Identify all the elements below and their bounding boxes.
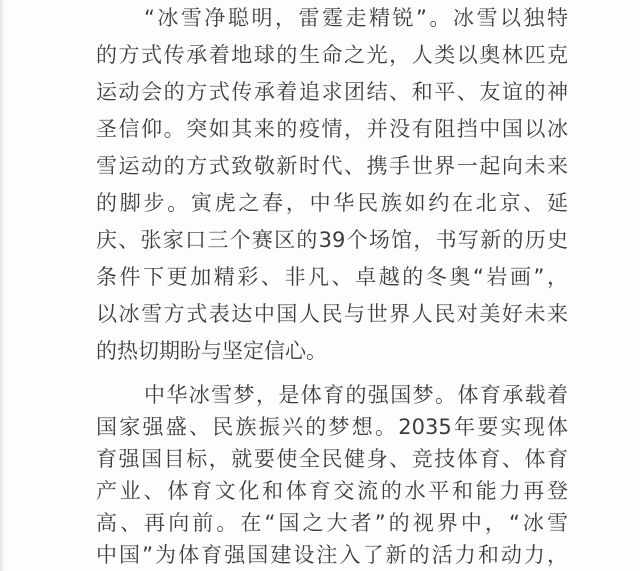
text-line: 雪运动的方式致敬新时代、携手世界一起向未来 (96, 154, 568, 178)
text-line: 运动会的方式传承着追求团结、和平、友谊的神 (96, 80, 568, 104)
text-line: 育强国目标，就要使全民健身、竞技体育、体育 (96, 447, 568, 471)
text-line: 高、再向前。在“国之大者”的视界中，“冰雪 (96, 511, 568, 535)
text-line: 国家强盛、民族振兴的梦想。2035年要实现体 (96, 415, 568, 439)
text-line: 中国”为体育强国建设注入了新的活力和动力， (96, 543, 568, 567)
text-line: 的脚步。寅虎之春，中华民族如约在北京、延 (96, 191, 568, 215)
text-line: 的热切期盼与坚定信心。 (96, 339, 327, 363)
text-line: 中华冰雪梦，是体育的强国梦。体育承载着 (144, 383, 568, 407)
scan-edge-shadow (0, 0, 5, 571)
paragraph-2 (96, 379, 568, 571)
text-line: 庆、张家口三个赛区的39个场馆，书写新的历史 (96, 228, 568, 252)
paragraph-1 (96, 0, 568, 370)
text-line: 的方式传承着地球的生命之光，人类以奥林匹克 (96, 43, 568, 67)
text-line: 圣信仰。突如其来的疫情，并没有阻挡中国以冰 (96, 117, 568, 141)
text-block (96, 0, 568, 571)
text-line: 以冰雪方式表达中国人民与世界人民对美好未来 (96, 302, 568, 326)
text-line: 产业、体育文化和体育交流的水平和能力再登 (96, 479, 568, 503)
text-line: 条件下更加精彩、非凡、卓越的冬奥“岩画”， (96, 265, 568, 289)
text-line: “冰雪净聪明，雷霆走精锐”。冰雪以独特 (144, 6, 568, 30)
